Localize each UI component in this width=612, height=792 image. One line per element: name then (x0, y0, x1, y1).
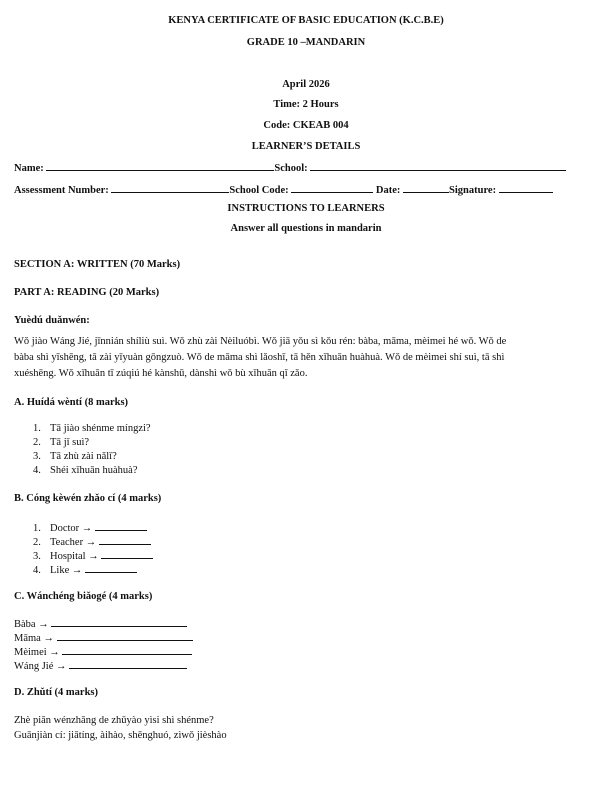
passage-heading: Yuèdú duǎnwén: (14, 315, 90, 326)
question-text: Tā jǐ suì? (50, 437, 90, 448)
school-code-field[interactable] (291, 182, 373, 193)
question-number: 2. (33, 437, 41, 448)
exam-date: April 2026 (282, 79, 330, 90)
learner-details-heading: LEARNER’S DETAILS (251, 141, 361, 152)
table-item (14, 658, 187, 673)
question-text: Tā zhù zài nǎlǐ? (50, 451, 117, 462)
answer-blank[interactable] (99, 534, 151, 545)
vocab-item (33, 548, 153, 563)
school-code-label: School Code: (229, 185, 289, 196)
table-item (14, 644, 192, 659)
name-field[interactable] (46, 160, 274, 171)
question-text: Tā jiào shénme míngzi? (50, 423, 151, 434)
name-school-row (14, 160, 566, 175)
table-item (14, 630, 193, 645)
item-text: Teacher → (50, 537, 97, 548)
assessment-row (14, 182, 553, 197)
question-number: 1. (33, 423, 41, 434)
vocab-item (33, 562, 137, 577)
answer-blank[interactable] (101, 548, 153, 559)
question-item (33, 422, 151, 435)
item-text: Mèimei → (14, 647, 60, 658)
item-number: 4. (33, 565, 41, 576)
answer-blank[interactable] (85, 562, 137, 573)
answer-blank[interactable] (62, 644, 192, 655)
answer-blank[interactable] (51, 616, 187, 627)
part-d-keywords: Guānjiàn cí: jiātíng, àihào, shēnghuó, zìwǒ jièshào (14, 730, 227, 741)
vocab-item (33, 534, 151, 549)
item-text: Like → (50, 565, 83, 576)
question-item (33, 436, 89, 449)
item-number: 1. (33, 523, 41, 534)
answer-blank[interactable] (57, 630, 193, 641)
item-text: Wáng Jié → (14, 661, 67, 672)
item-text: Hospital → (50, 551, 99, 562)
grade-subject: GRADE 10 –MANDARIN (246, 37, 366, 48)
answer-blank[interactable] (95, 520, 147, 531)
item-text: Doctor → (50, 523, 93, 534)
exam-time: Time: 2 Hours (273, 99, 339, 110)
instructions-text: Answer all questions in mandarin (230, 223, 382, 234)
question-item (33, 464, 137, 477)
passage-line: xuéshēng. Wǒ xǐhuān tī zúqiú hé kànshū, dànshì wǒ bù xǐhuān qǐ zǎo. (14, 368, 308, 379)
exam-code: Code: CKEAB 004 (263, 120, 349, 131)
part-d-heading: D. Zhǔtí (4 marks) (14, 687, 99, 698)
part-a-heading: A. Huídá wèntí (8 marks) (14, 397, 129, 408)
question-text: Shéi xǐhuān huàhuà? (50, 465, 138, 476)
date-label: Date: (375, 185, 401, 196)
date-field[interactable] (403, 182, 449, 193)
vocab-item (33, 520, 147, 535)
part-d-question: Zhè piān wénzhāng de zhǔyào yìsi shì shénme? (14, 715, 214, 726)
passage-line: Wǒ jiào Wáng Jié, jīnnián shíliù suì. Wǒ zhù zài Nèiluóbì. Wǒ jiā yǒu sì kǒu rén: bàba, māma, mèimei hé wǒ. Wǒ de (14, 336, 507, 347)
instructions-heading: INSTRUCTIONS TO LEARNERS (227, 203, 385, 214)
question-number: 3. (33, 451, 41, 462)
passage-line: bàba shì yīshēng, tā zài yīyuàn gōngzuò. Wǒ de māma shì lǎoshī, tā hěn xǐhuān huàhuà. Wǒ de mèimei shí suì, tā shì (14, 352, 505, 363)
school-field[interactable] (310, 160, 566, 171)
answer-blank[interactable] (69, 658, 187, 669)
item-text: Bàba → (14, 619, 49, 630)
item-number: 3. (33, 551, 41, 562)
item-number: 2. (33, 537, 41, 548)
signature-field[interactable] (499, 182, 553, 193)
item-text: Māma → (14, 633, 54, 644)
table-item (14, 616, 187, 631)
part-heading: PART A: READING (20 Marks) (14, 287, 160, 298)
part-c-heading: C. Wánchéng biǎogé (4 marks) (14, 591, 153, 602)
assessment-number-field[interactable] (111, 182, 229, 193)
assessment-number-label: Assessment Number: (14, 185, 109, 196)
signature-label: Signature: (449, 185, 497, 196)
question-item (33, 450, 117, 463)
question-number: 4. (33, 465, 41, 476)
school-label: School: (274, 163, 308, 174)
section-heading: SECTION A: WRITTEN (70 Marks) (14, 259, 181, 270)
exam-title: KENYA CERTIFICATE OF BASIC EDUCATION (K.C.B.E) (168, 15, 444, 26)
part-b-heading: B. Cóng kèwén zhǎo cí (4 marks) (14, 493, 162, 504)
name-label: Name: (14, 163, 44, 174)
